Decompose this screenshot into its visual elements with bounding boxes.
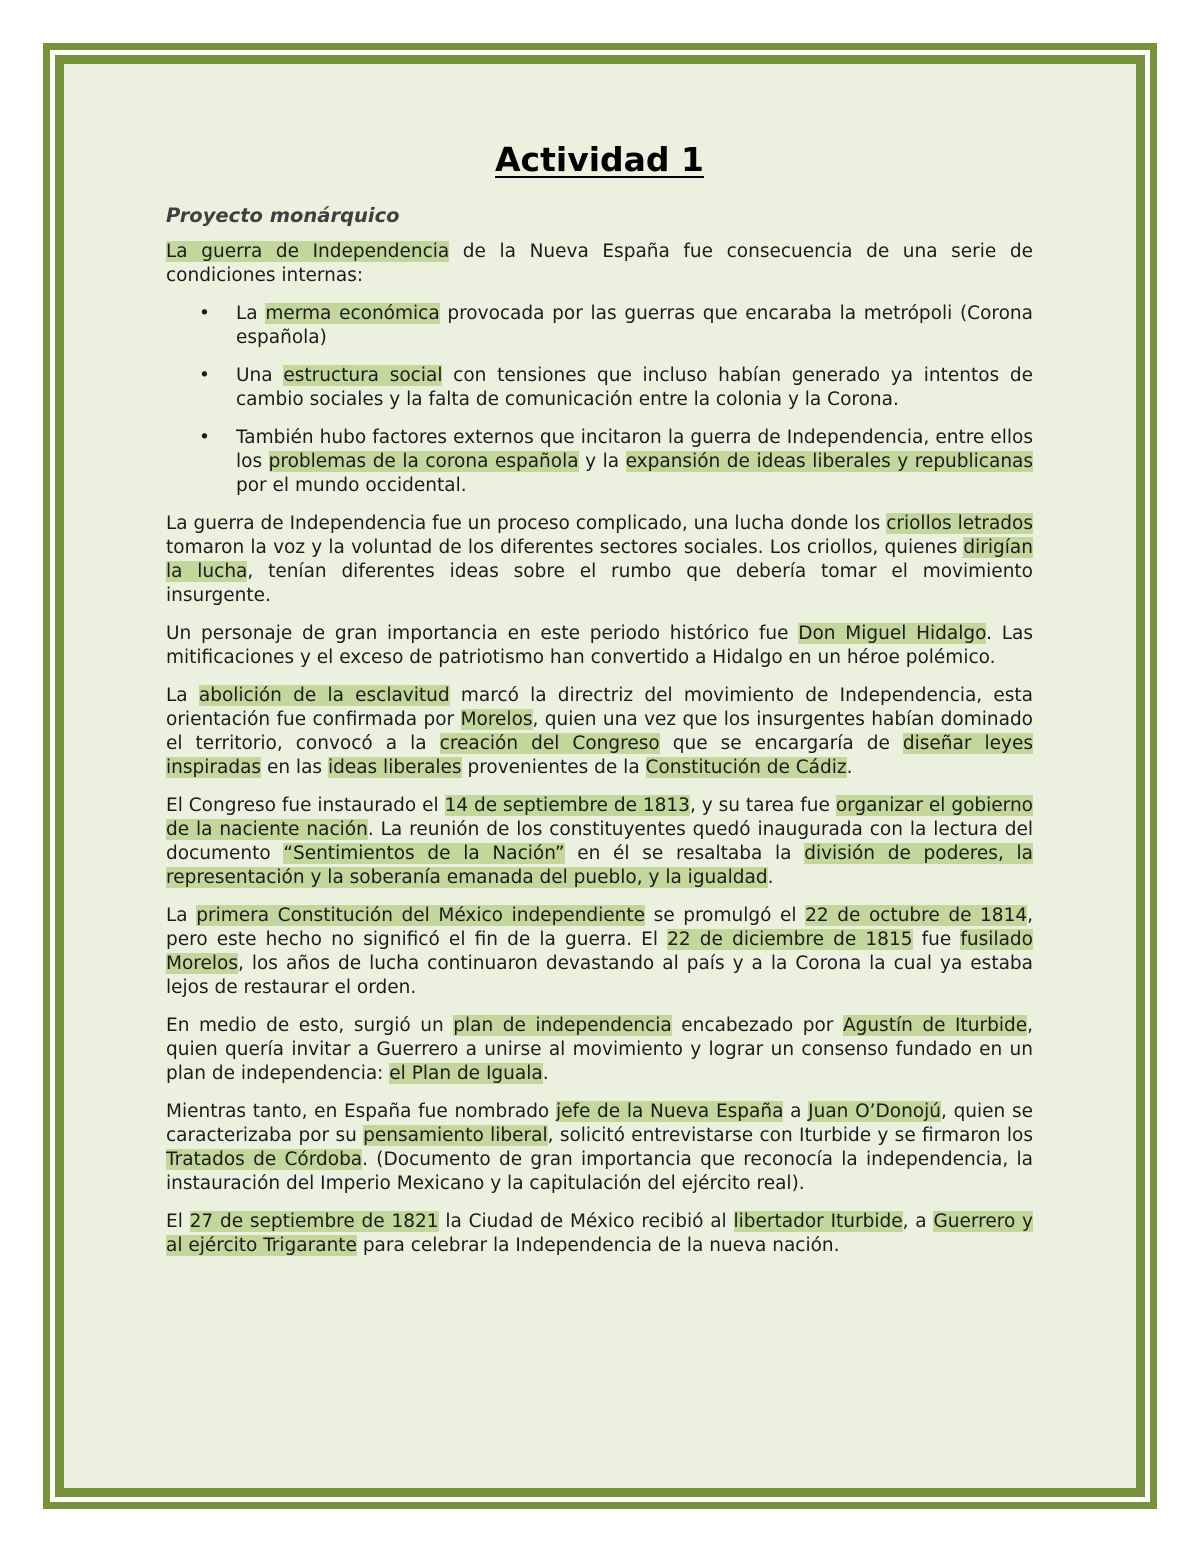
text: .: [846, 757, 853, 778]
highlight: merma económica: [265, 303, 440, 324]
text: , tenían diferentes ideas sobre el rumbo que debería tomar el movimiento insurgente.: [166, 561, 1033, 606]
text: , a: [902, 1211, 934, 1232]
list-item: [166, 426, 1033, 498]
text: marcó la directriz del movimiento de Independencia, esta orientación fue confirmada por: [166, 685, 1033, 730]
paragraph-constitucion: [166, 904, 1033, 1000]
paragraph-odonoju: [166, 1100, 1033, 1196]
text: con tensiones que incluso habían generado ya intentos de cambio sociales y la falta de comunicación entre la colonia y la Corona.: [236, 365, 1033, 410]
highlight: “Sentimientos de la Nación”: [283, 843, 565, 864]
highlight: plan de independencia: [453, 1015, 672, 1036]
text: , los años de lucha continuaron devastando al país y a la Corona la cual ya estaba lejos de restaurar el orden.: [166, 953, 1033, 998]
highlight: pensamiento liberal: [363, 1125, 548, 1146]
text: La: [166, 685, 199, 706]
text: en las: [261, 757, 328, 778]
highlight: Don Miguel Hidalgo: [798, 623, 987, 644]
text: También hubo factores externos que incitaron la guerra de Independencia, entre ellos los: [236, 427, 1033, 472]
paragraph-criollos: [166, 512, 1033, 608]
document-body: [166, 138, 1033, 1272]
highlight: criollos letrados: [886, 513, 1033, 534]
highlight: 22 de diciembre de 1815: [667, 929, 913, 950]
text: El: [166, 1211, 190, 1232]
text: Un personaje de gran importancia en este periodo histórico fue: [166, 623, 799, 644]
text: , quien se caracterizaba por su: [166, 1101, 1033, 1146]
list-item: [166, 302, 1033, 350]
highlight: organizar el gobierno de la naciente nación: [166, 795, 1033, 840]
paragraph-hidalgo: [166, 622, 1033, 670]
bullet-icon: •: [199, 303, 210, 324]
text: tomaron la voz y la voluntad de los diferentes sectores sociales. Los criollos, quienes: [166, 537, 964, 558]
text: .: [542, 1063, 549, 1084]
text: La: [236, 303, 266, 324]
highlight: diseñar leyes inspiradas: [166, 733, 1033, 778]
bullet-list: [166, 302, 1033, 498]
text: .: [767, 867, 774, 888]
text: para celebrar la Independencia de la nueva nación.: [356, 1235, 840, 1256]
highlight: 22 de octubre de 1814: [805, 905, 1028, 926]
page-title: Actividad 1: [495, 140, 704, 179]
highlight: Tratados de Córdoba: [166, 1149, 363, 1170]
highlight: Morelos: [460, 709, 533, 730]
list-item: [166, 364, 1033, 412]
highlight: jefe de la Nueva España: [555, 1101, 784, 1122]
text: La guerra de Independencia fue un proceso complicado, una lucha donde los: [166, 513, 887, 534]
highlight: fusilado Morelos: [166, 929, 1033, 974]
section-subtitle: Proyecto monárquico: [166, 204, 400, 227]
text: , solicitó entrevistarse con Iturbide y se firmaron los: [547, 1125, 1033, 1146]
text: , pero este hecho no significó el fin de la guerra. El: [166, 905, 1034, 950]
text: la Ciudad de México recibió al: [438, 1211, 734, 1232]
highlight: abolición de la esclavitud: [198, 685, 450, 706]
text: se promulgó el: [645, 905, 806, 926]
highlight: ideas liberales: [327, 757, 462, 778]
text: , quien una vez que los insurgentes habían dominado el territorio, convocó a la: [166, 709, 1034, 754]
text: de la Nueva España fue consecuencia de una serie de condiciones internas:: [166, 241, 1033, 286]
bullet-icon: •: [199, 427, 210, 448]
text: La: [166, 905, 197, 926]
text: El Congreso fue instaurado el: [166, 795, 445, 816]
paragraph-morelos: [166, 684, 1033, 780]
text: . Las mitificaciones y el exceso de patriotismo han convertido a Hidalgo en un héroe polémico.: [166, 623, 1033, 668]
text: . La reunión de los constituyentes quedó inaugurada con la lectura del documento: [166, 819, 1034, 864]
highlight: Guerrero y al ejército Trigarante: [166, 1211, 1034, 1256]
highlight: La guerra de Independencia: [166, 241, 450, 262]
highlight: 14 de septiembre de 1813: [444, 795, 690, 816]
paragraph-trigarante: [166, 1210, 1033, 1258]
highlight: el Plan de Iguala: [389, 1063, 543, 1084]
highlight: Constitución de Cádiz: [645, 757, 847, 778]
text: provenientes de la: [461, 757, 646, 778]
highlight: primera Constitución del México independiente: [196, 905, 646, 926]
paragraph-congreso: [166, 794, 1033, 890]
text: a: [783, 1101, 809, 1122]
text: , quien quería invitar a Guerrero a unirse al movimiento y lograr un consenso fundado en un plan de independencia:: [166, 1015, 1033, 1084]
text: provocada por las guerras que encaraba la metrópoli (Corona española): [236, 303, 1033, 348]
highlight: 27 de septiembre de 1821: [189, 1211, 439, 1232]
bullet-icon: •: [199, 365, 210, 386]
highlight: dirigían la lucha: [166, 537, 1033, 582]
text: , y su tarea fue: [689, 795, 836, 816]
highlight: Juan O’Donojú: [808, 1101, 941, 1122]
highlight: creación del Congreso: [439, 733, 660, 754]
highlight: problemas de la corona española: [268, 451, 579, 472]
text: Una: [236, 365, 284, 386]
highlight: expansión de ideas liberales y republicanas: [625, 451, 1034, 472]
text: En medio de esto, surgió un: [166, 1015, 454, 1036]
highlight: estructura social: [283, 365, 443, 386]
highlight: libertador Iturbide: [733, 1211, 903, 1232]
text: por el mundo occidental.: [236, 475, 467, 496]
highlight: Agustín de Iturbide: [842, 1015, 1028, 1036]
highlight: división de poderes, la representación y la soberanía emanada del pueblo, y la igualdad: [166, 843, 1034, 888]
text: que se encargaría de: [659, 733, 903, 754]
text: fue: [912, 929, 961, 950]
text: . (Documento de gran importancia que reconocía la independencia, la instauración del Imperio Mexicano y la capitulación del ejército real).: [166, 1149, 1033, 1194]
intro-paragraph: [166, 240, 1033, 288]
text: Mientras tanto, en España fue nombrado: [166, 1101, 556, 1122]
text: y la: [578, 451, 626, 472]
text: en él se resaltaba la: [564, 843, 805, 864]
paragraph-iturbide: [166, 1014, 1033, 1086]
text: encabezado por: [671, 1015, 843, 1036]
